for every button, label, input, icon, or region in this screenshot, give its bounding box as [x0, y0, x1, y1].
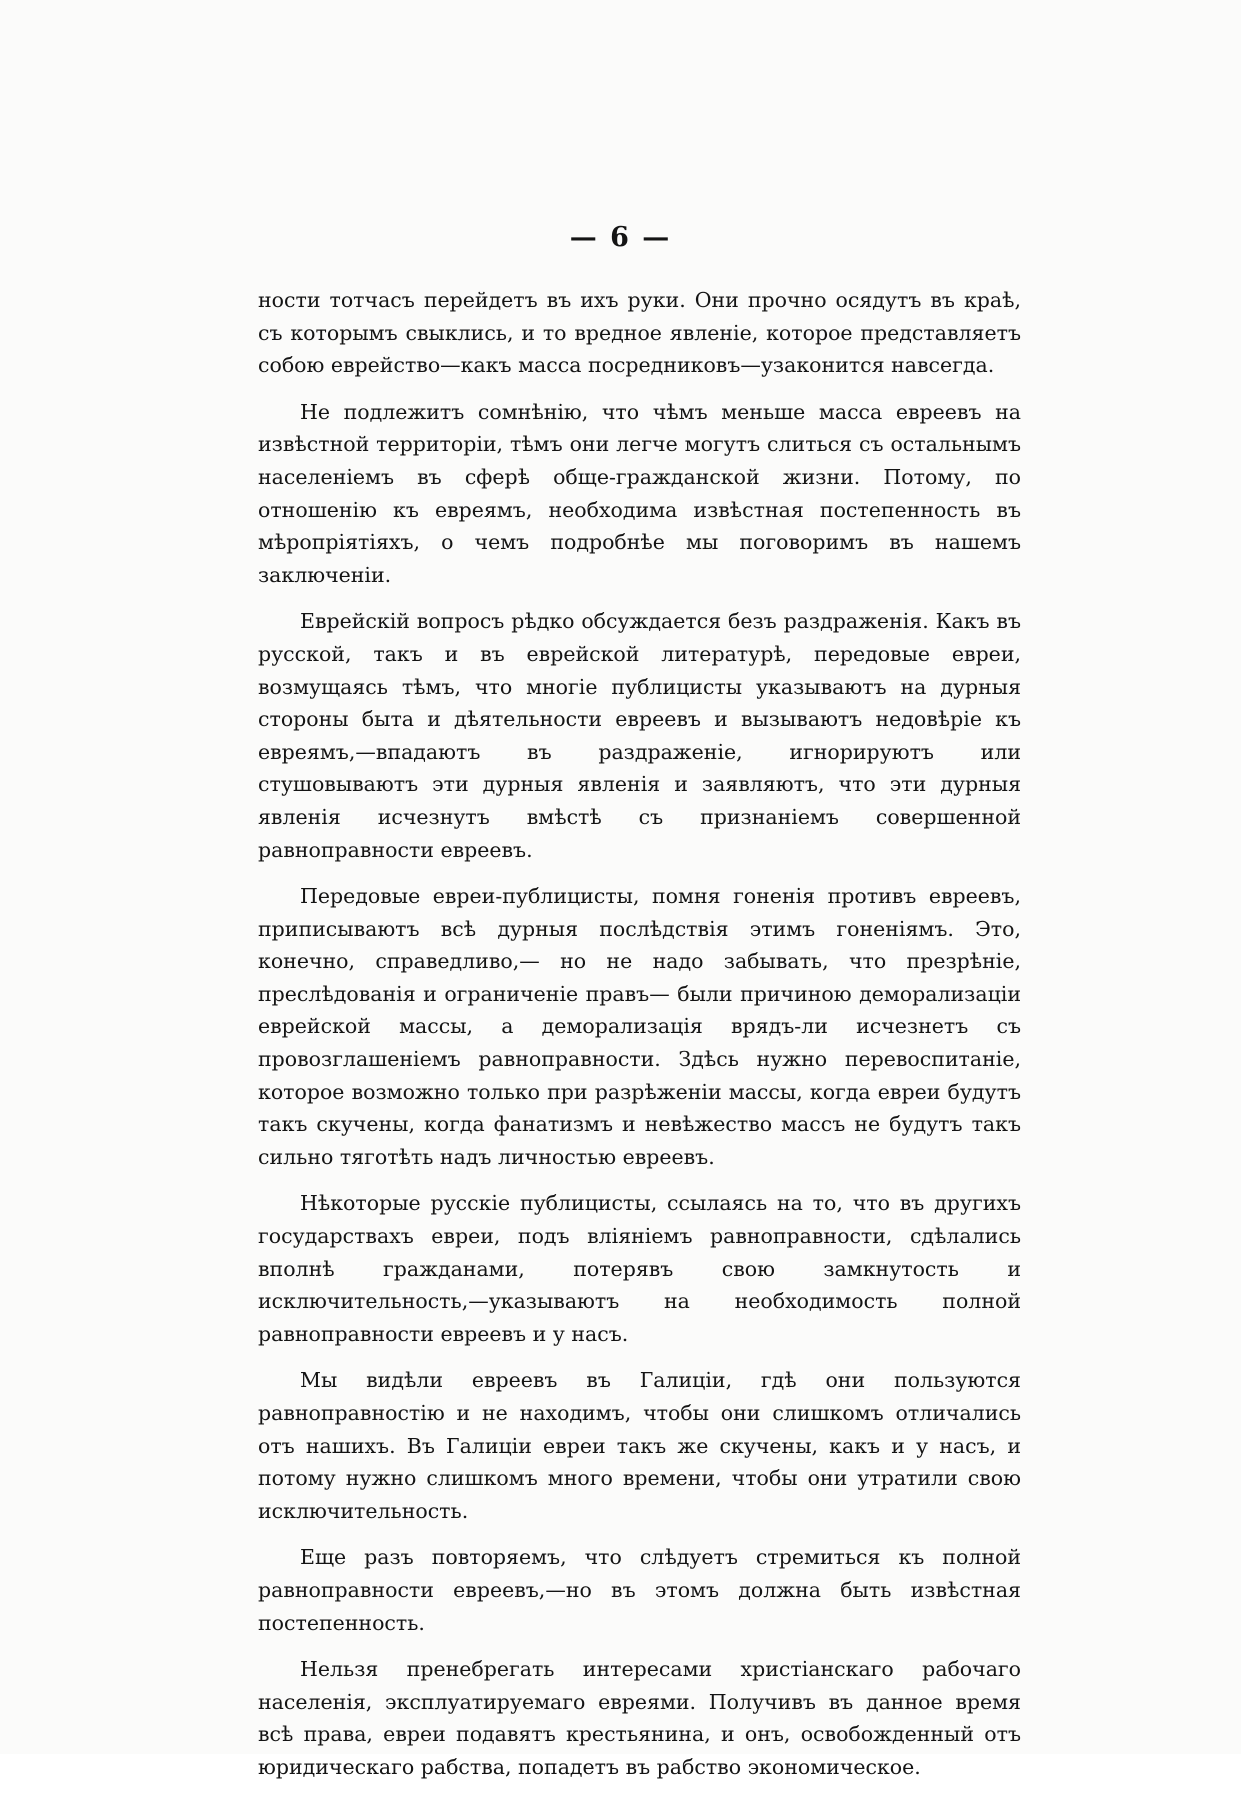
- paragraph: Нельзя пренебрегать интересами христіанскаго рабочаго населенія, эксплуатируемаго евреями. Получивъ въ данное время всѣ права, евреи подавятъ крестьянина, и онъ, освобожденный отъ юридическаго рабства, попадетъ въ рабство экономическое.: [258, 1657, 1021, 1779]
- paragraph: Передовые евреи-публицисты, помня гоненія противъ евреевъ, приписываютъ всѣ дурныя послѣдствія этимъ гоненіямъ. Это, конечно, справедливо,— но не надо забывать, что презрѣніе, преслѣдованія и ограниченіе правъ— были причиною деморализаціи еврейской массы, а деморализація врядъ-ли исчезнетъ съ провозглашеніемъ равноправности. Здѣсь нужно перевоспитаніе, которое возможно только при разрѣженіи массы, когда евреи будутъ такъ скучены, когда фанатизмъ и невѣжество массъ не будутъ такъ сильно тяготѣть надъ личностью евреевъ.: [258, 884, 1021, 1169]
- paragraph: Нѣкоторые русскіе публицисты, ссылаясь на то, что въ другихъ государствахъ евреи, подъ вліяніемъ равноправности, сдѣлались вполнѣ гражданами, потерявъ свою замкнутость и исключительность,—указываютъ на необходимость полной равноправности евреевъ и у насъ.: [258, 1191, 1021, 1346]
- paragraph: Мы видѣли евреевъ въ Галиціи, гдѣ они пользуются равноправностію и не находимъ, чтобы они слишкомъ отличались отъ нашихъ. Въ Галиціи евреи такъ же скучены, какъ и у насъ, и потому нужно слишкомъ много времени, чтобы они утратили свою исключительность.: [258, 1368, 1021, 1523]
- body-text: [258, 284, 1021, 1798]
- page-number: — 6 —: [569, 222, 672, 253]
- paragraph: Еврейскій вопросъ рѣдко обсуждается безъ раздраженія. Какъ въ русской, такъ и въ еврейской литературѣ, передовые евреи, возмущаясь тѣмъ, что многіе публицисты указываютъ на дурныя стороны быта и дѣятельности евреевъ и вызываютъ недовѣріе къ евреямъ,—впадаютъ въ раздраженіе, игнорируютъ или стушовываютъ эти дурныя явленія и заявляютъ, что эти дурныя явленія исчезнутъ вмѣстѣ съ признаніемъ совершенной равноправности евреевъ.: [258, 609, 1021, 862]
- paragraph-continued: ности тотчасъ перейдетъ въ ихъ руки. Они прочно осядутъ въ краѣ, съ которымъ свыклись, и то вредное явленіе, которое представляетъ собою еврейство—какъ масса посредниковъ—узаконится навсегда.: [258, 288, 1021, 378]
- paragraph: Еще разъ повторяемъ, что слѣдуетъ стремиться къ полной равноправности евреевъ,—но въ этомъ должна быть извѣстная постепенность.: [258, 1545, 1021, 1635]
- paragraph: Не подлежитъ сомнѣнію, что чѣмъ меньше масса евреевъ на извѣстной территоріи, тѣмъ они легче могутъ слиться съ остальнымъ населеніемъ въ сферѣ обще-гражданской жизни. Потому, по отношенію къ евреямъ, необходима извѣстная постепенность въ мѣропріятіяхъ, о чемъ подробнѣе мы поговоримъ въ нашемъ заключеніи.: [258, 399, 1021, 587]
